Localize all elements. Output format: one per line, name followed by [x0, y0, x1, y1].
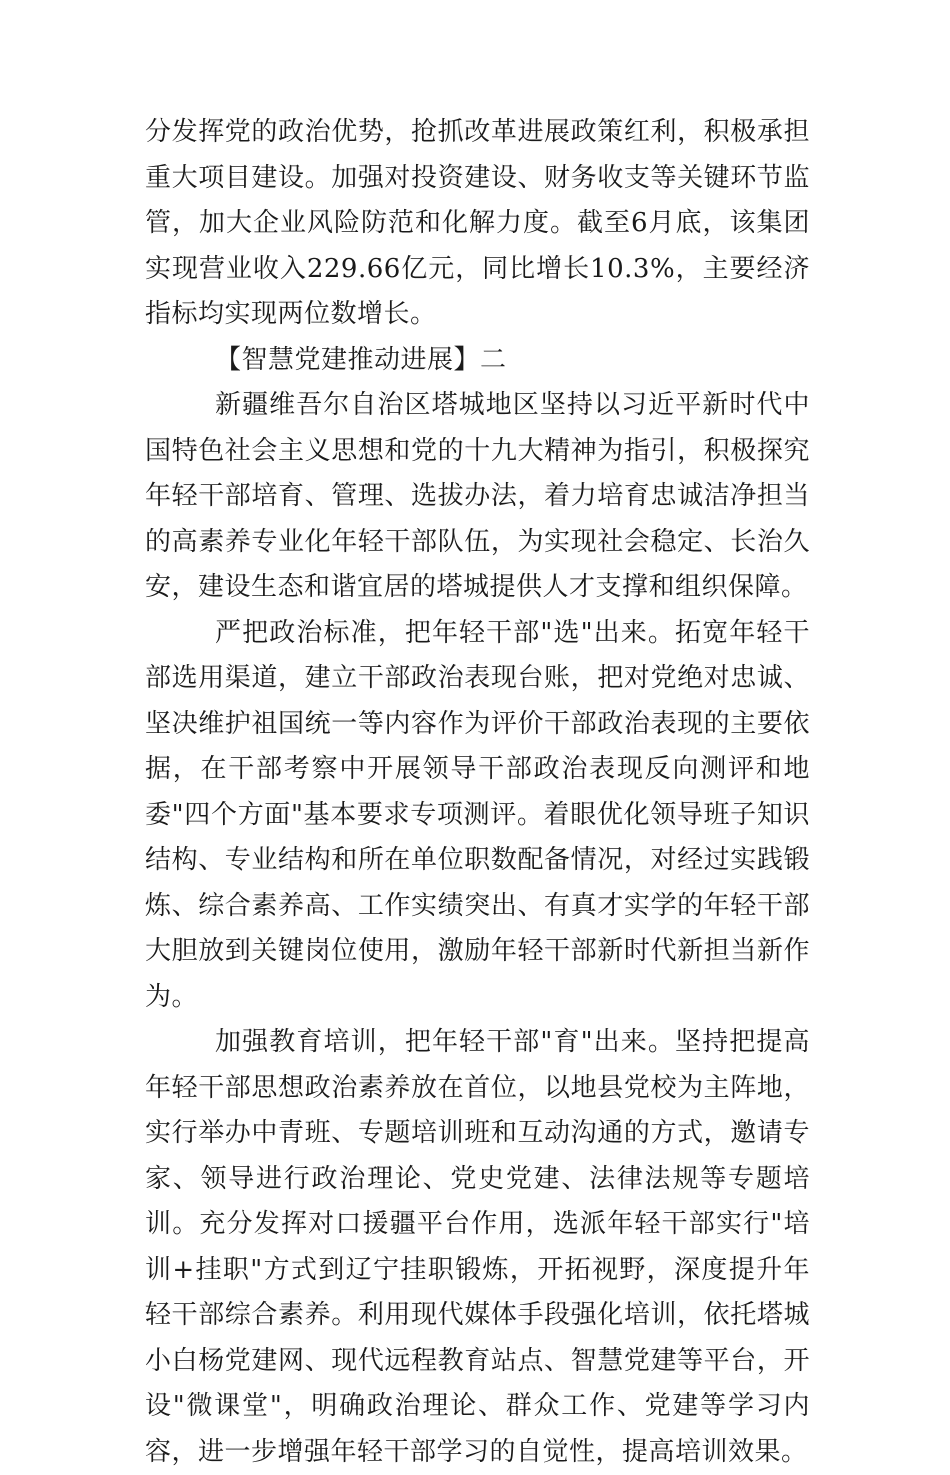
paragraph-continuation: 分发挥党的政治优势，抢抓改革进展政策红利，积极承担重大项目建设。加强对投资建设、财务收支等关键环节监管，加大企业风险防范和化解力度。截至6月底，该集团实现营业收入229.66亿元，同比增长10.3%，主要经济指标均实现两位数增长。 — [145, 117, 810, 329]
document-body — [145, 110, 810, 1475]
paragraph-selection: 严把政治标准，把年轻干部"选"出来。拓宽年轻干部选用渠道，建立干部政治表现台账，把对党绝对忠诚、坚决维护祖国统一等内容作为评价干部政治表现的主要依据，在干部考察中开展领导干部政治表现反向测评和地委"四个方面"基本要求专项测评。着眼优化领导班子知识结构、专业结构和所在单位职数配备情况，对经过实践锻炼、综合素养高、工作实绩突出、有真才实学的年轻干部大胆放到关键岗位使用，激励年轻干部新时代新担当新作为。 — [145, 617, 810, 1012]
paragraph-intro: 新疆维吾尔自治区塔城地区坚持以习近平新时代中国特色社会主义思想和党的十九大精神为指引，积极探究年轻干部培育、管理、选拔办法，着力培育忠诚洁净担当的高素养专业化年轻干部队伍，为实现社会稳定、长治久安，建设生态和谐宜居的塔城提供人才支撑和组织保障。 — [145, 390, 810, 602]
paragraph-training: 加强教育培训，把年轻干部"育"出来。坚持把提高年轻干部思想政治素养放在首位，以地县党校为主阵地，实行举办中青班、专题培训班和互动沟通的方式，邀请专家、领导进行政治理论、党史党建、法律法规等专题培训。充分发挥对口援疆平台作用，选派年轻干部实行"培训+挂职"方式到辽宁挂职锻炼，开拓视野，深度提升年轻干部综合素养。利用现代媒体手段强化培训，依托塔城小白杨党建网、现代远程教育站点、智慧党建等平台，开设"微课堂"，明确政治理论、群众工作、党建等学习内容，进一步增强年轻干部学习的自觉性，提高培训效果。 — [145, 1027, 810, 1467]
section-heading: 【智慧党建推动进展】二 — [215, 344, 507, 375]
